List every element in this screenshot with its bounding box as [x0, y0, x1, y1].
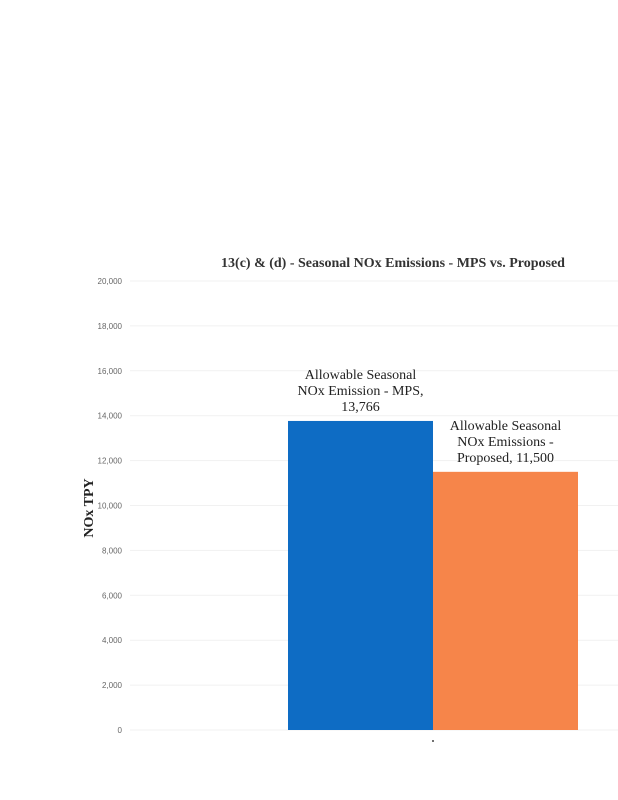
y-tick-label: 6,000	[101, 591, 122, 601]
data-label-proposed: Allowable Seasonal NOx Emissions -Proposed, 11,500	[449, 418, 562, 466]
y-tick-label: 10,000	[97, 501, 122, 511]
bars	[288, 418, 578, 730]
y-tick-label: 4,000	[101, 636, 122, 646]
y-tick-label: 8,000	[101, 546, 122, 556]
bar-proposed	[433, 472, 578, 730]
x-axis-category-dot	[432, 740, 434, 742]
y-tick-label: 18,000	[97, 321, 122, 331]
y-tick-label: 14,000	[97, 411, 122, 421]
y-axis-title: NOx TPY	[82, 478, 97, 538]
data-label-mps: Allowable Seasonal NOx Emission - MPS, 13,766	[297, 367, 424, 415]
y-tick-label: 16,000	[97, 366, 122, 376]
y-tick-label: 2,000	[101, 681, 122, 691]
y-tick-label: 12,000	[97, 456, 122, 466]
chart-title: 13(c) & (d) - Seasonal NOx Emissions - MPS vs. Proposed	[221, 256, 565, 271]
bar-mps	[288, 421, 433, 730]
y-tick-label: 0	[117, 726, 122, 735]
y-axis-ticks	[98, 277, 123, 735]
y-tick-label: 20,000	[97, 277, 122, 286]
